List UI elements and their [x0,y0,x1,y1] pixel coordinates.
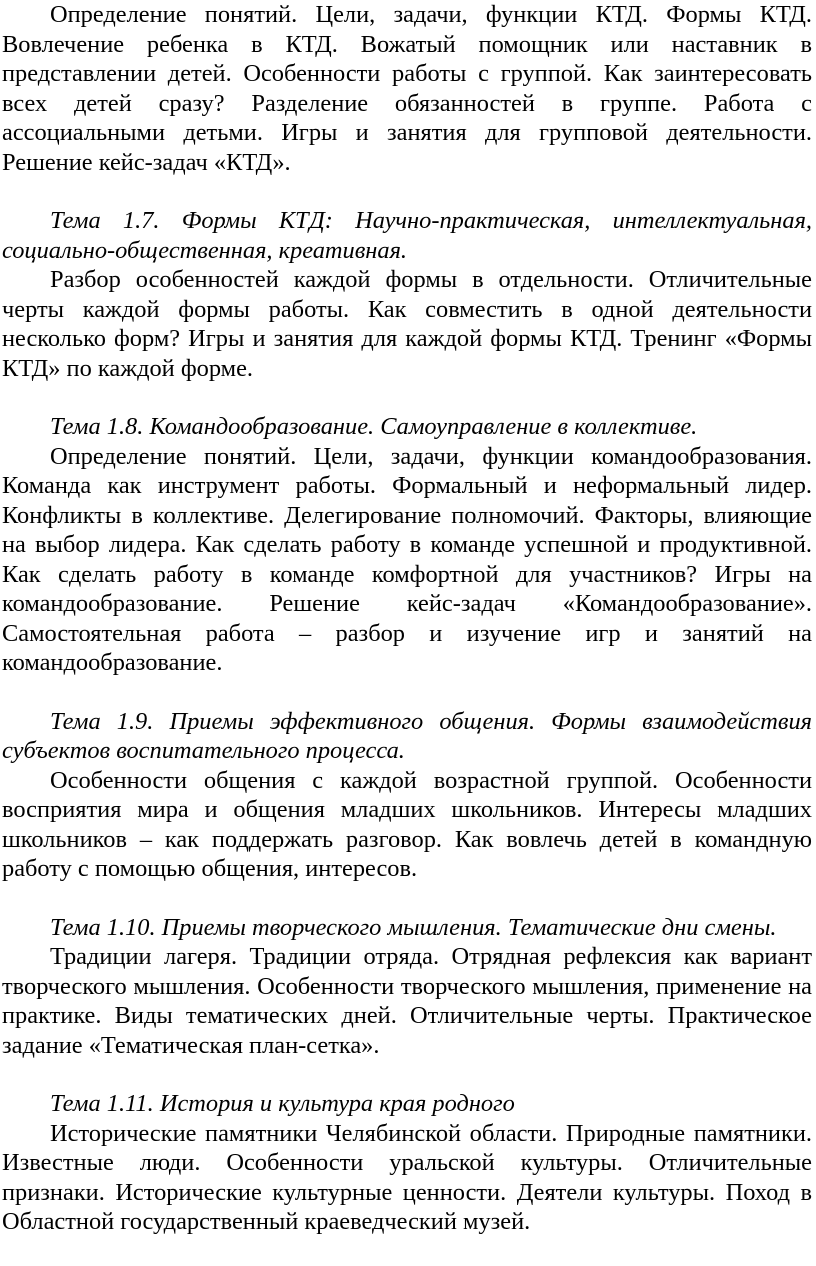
topic-1-8-body: Определение понятий. Цели, задачи, функции командообразования. Команда как инструмент работы. Формальный и неформальный лидер. Конфликты в коллективе. Делегирование полномочий. Факторы, влияющие на выбор лидера. Как сделать работу в команде успешной и продуктивной. Как сделать работу в команде комфортной для участников? Игры на командообразование. Решение кейс-задач «Командообразование». Самостоятельная работа – разбор и изучение игр и занятий на командообразование. [2,442,812,676]
topic-1-9-body: Особенности общения с каждой возрастной группой. Особенности восприятия мира и общения младших школьников. Интересы младших школьников – как поддержать разговор. Как вовлечь детей в командную работу с помощью общения, интересов. [2,766,812,882]
topic-1-7-body: Разбор особенностей каждой формы в отдельности. Отличительные черты каждой формы работы. Как совместить в одной деятельности несколько форм? Игры и занятия для каждой формы КТД. Тренинг «Формы КТД» по каждой форме. [2,266,812,382]
topic-1-10-body: Традиции лагеря. Традиции отряда. Отрядная рефлексия как вариант творческого мышления. Особенности творческого мышления, применение на практике. Виды тематических дней. Отличительные черты. Практическое задание «Тематическая план-сетка». [2,943,812,1059]
intro-paragraph: Определение понятий. Цели, задачи, функции КТД. Формы КТД. Вовлечение ребенка в КТД. Вожатый помощник или наставник в представлении детей. Особенности работы с группой. Как заинтересовать всех детей сразу? Разделение обязанностей в группе. Работа с ассоциальными детьми. Игры и занятия для групповой деятельности. Решение кейс-задач «КТД». [2,1,812,176]
topic-1-11-heading: Тема 1.11. История и культура края родного [50,1090,515,1117]
topic-1-7-heading: Тема 1.7. Формы КТД: Научно-практическая, интеллектуальная, социально-общественная, креативная. [2,207,812,264]
topic-1-8-heading: Тема 1.8. Командообразование. Самоуправление в коллективе. [50,413,698,440]
topic-1-9-heading: Тема 1.9. Приемы эффективного общения. Формы взаимодействия субъектов воспитательного процесса. [2,707,812,764]
topic-1-10-heading: Тема 1.10. Приемы творческого мышления. Тематические дни смены. [50,913,777,941]
topic-1-11-body: Исторические памятники Челябинской области. Природные памятники. Известные люди. Особенности уральской культуры. Отличительные признаки. Исторические культурные ценности. Деятели культуры. Поход в Областной государственный краеведческий музей. [2,1119,812,1235]
